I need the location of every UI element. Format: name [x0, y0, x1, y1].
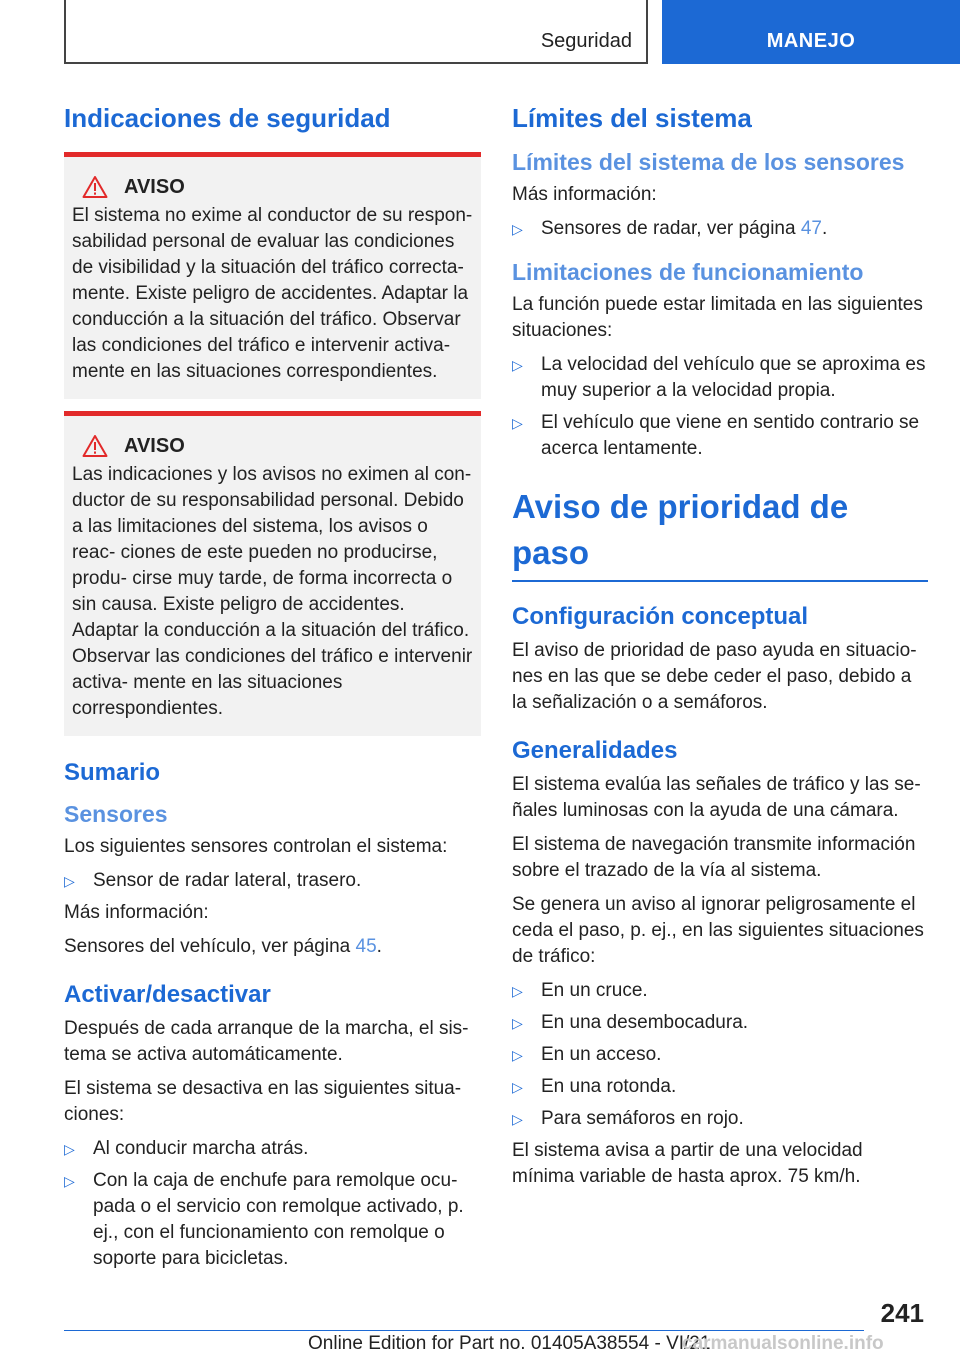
list-item: [64, 1168, 481, 1272]
list-item: [64, 868, 481, 894]
list-item-text: El vehículo que viene en sentido contrario se acerca lentamente.: [541, 412, 920, 459]
triangle-bullet-icon: ▷: [512, 1079, 523, 1095]
sensors-heading: Sensores: [64, 801, 168, 827]
warning-header: [72, 175, 473, 199]
warning-header: [72, 434, 473, 458]
right-column: [512, 98, 928, 1198]
reference-text: Sensores del vehículo, ver página: [64, 936, 356, 957]
footer-divider: [64, 1330, 864, 1331]
list-item: [512, 410, 928, 462]
general-paragraph-4: El sistema avisa a partir de una velocidad mínima variable de hasta aprox. 75 km/h.: [512, 1140, 863, 1187]
list-item: [64, 1136, 481, 1162]
list-item-text: En un cruce.: [541, 980, 648, 1001]
list-item: [512, 1074, 928, 1100]
sensor-limits-heading: Límites del sistema de los sensores: [512, 149, 905, 175]
list-item-text: En un acceso.: [541, 1044, 662, 1065]
activate-paragraph-2: El sistema se desactiva en las siguientes situa‐ ciones:: [64, 1078, 462, 1125]
list-item: [512, 216, 928, 242]
reference-end: .: [376, 936, 382, 957]
triangle-bullet-icon: ▷: [512, 221, 523, 237]
activate-paragraph-1: Después de cada arranque de la marcha, el sis‐ tema se activa automáticamente.: [64, 1018, 469, 1065]
list-item-text: Con la caja de enchufe para remolque ocu‐ pada o el servicio con remolque activado, p. ej., con el funcionamiento con remolque o soporte para bicicletas.: [93, 1170, 464, 1269]
summary-heading: Sumario: [64, 759, 161, 786]
page-link[interactable]: 47: [800, 218, 822, 239]
triangle-bullet-icon: ▷: [64, 1173, 75, 1189]
more-info-label: Más información:: [512, 184, 657, 205]
triangle-bullet-icon: ▷: [64, 1141, 75, 1157]
general-heading: Generalidades: [512, 737, 678, 764]
page-number: 241: [880, 1298, 924, 1328]
header-frame: [64, 0, 648, 64]
header-chapter-tab[interactable]: [662, 0, 960, 64]
list-item: [512, 1010, 928, 1036]
more-info-label: Más información:: [64, 902, 209, 923]
warning-text: Las indicaciones y los avisos no eximen al con‐ ductor de su responsabilidad personal. Debido a las limitaciones del sistema, los avisos o reac‐ ciones de este pueden no producirse, produ‐ cirse muy tarde, de forma incorrecta o sin causa. Existe peligro de accidentes. Adaptar la conducción a la situación del tráfico. Observar las condiciones del tráfico e intervenir activa‐ mente en las situaciones correspondientes.: [72, 464, 473, 719]
triangle-bullet-icon: ▷: [512, 983, 523, 999]
function-limits-intro: La función puede estar limitada en las siguientes situaciones:: [512, 294, 923, 341]
list-item-text: Para semáforos en rojo.: [541, 1108, 744, 1129]
general-paragraph-2: El sistema de navegación transmite información sobre el trazado de la vía al sistema.: [512, 834, 916, 881]
priority-heading: Aviso de prioridad de paso: [512, 484, 928, 582]
list-item: [512, 1106, 928, 1132]
sensors-intro: Los siguientes sensores controlan el sistema:: [64, 836, 448, 857]
concept-text: El aviso de prioridad de paso ayuda en situacio‐ nes en las que se debe ceder el paso, debido a la señalización o a semáforos.: [512, 640, 917, 713]
header-section-title: Seguridad: [540, 30, 632, 52]
general-paragraph-3: Se genera un aviso al ignorar peligrosamente el ceda el paso, p. ej., en las siguientes situaciones de tráfico:: [512, 894, 924, 967]
list-item: [512, 1042, 928, 1068]
sensor-limits-list: [512, 216, 928, 242]
safety-heading: Indicaciones de seguridad: [64, 103, 391, 133]
warning-triangle-icon: [82, 434, 108, 458]
reference-end: .: [821, 218, 828, 239]
left-column: [64, 98, 481, 1278]
list-item-text: En una desembocadura.: [541, 1012, 749, 1033]
warning-text: El sistema no exime al conductor de su respon‐ sabilidad personal de evaluar las condiciones de visibilidad y la situación del tráfico correcta‐ mente. Existe peligro de accidentes. Adaptar la conducción a la situación del tráfico. Observar las condiciones del tráfico e intervenir activa‐ mente en las situaciones correspondientes.: [72, 205, 473, 382]
concept-heading: Configuración conceptual: [512, 603, 809, 630]
warning-label: AVISO: [124, 175, 185, 198]
header-chapter-label: MANEJO: [766, 29, 856, 52]
edition-note: Online Edition for Part no. 01405A38554 - VI/21: [308, 1333, 711, 1354]
triangle-bullet-icon: ▷: [64, 873, 75, 889]
warning-triangle-icon: [82, 175, 108, 199]
warning-box-2: [64, 411, 481, 736]
list-item-text: Al conducir marcha atrás.: [93, 1138, 309, 1159]
triangle-bullet-icon: ▷: [512, 1047, 523, 1063]
sensors-list: [64, 868, 481, 894]
triangle-bullet-icon: ▷: [512, 415, 523, 431]
list-item-text: Sensor de radar lateral, trasero.: [93, 870, 362, 891]
triangle-bullet-icon: ▷: [512, 357, 523, 373]
warning-label: AVISO: [124, 434, 185, 457]
limits-heading: Límites del sistema: [512, 103, 752, 133]
reference-text: Sensores de radar, ver página: [541, 218, 801, 239]
list-item-text: En una rotonda.: [541, 1076, 677, 1097]
list-item: [512, 352, 928, 404]
page-link[interactable]: 45: [355, 936, 377, 957]
list-item: [512, 978, 928, 1004]
activate-heading: Activar/desactivar: [64, 981, 271, 1008]
list-item-text: La velocidad del vehículo que se aproxima es muy superior a la velocidad propia.: [541, 354, 926, 401]
watermark: carmanualsonline.info: [682, 1333, 884, 1354]
deactivate-list: [64, 1136, 481, 1272]
triangle-bullet-icon: ▷: [512, 1015, 523, 1031]
function-limits-heading: Limitaciones de funcionamiento: [512, 259, 864, 285]
situations-list: [512, 978, 928, 1132]
warning-box-1: [64, 152, 481, 399]
function-limits-list: [512, 352, 928, 462]
general-paragraph-1: El sistema evalúa las señales de tráfico y las se‐ ñales luminosas con la ayuda de una cámara.: [512, 774, 921, 821]
page-reference: [64, 934, 481, 960]
triangle-bullet-icon: ▷: [512, 1111, 523, 1127]
